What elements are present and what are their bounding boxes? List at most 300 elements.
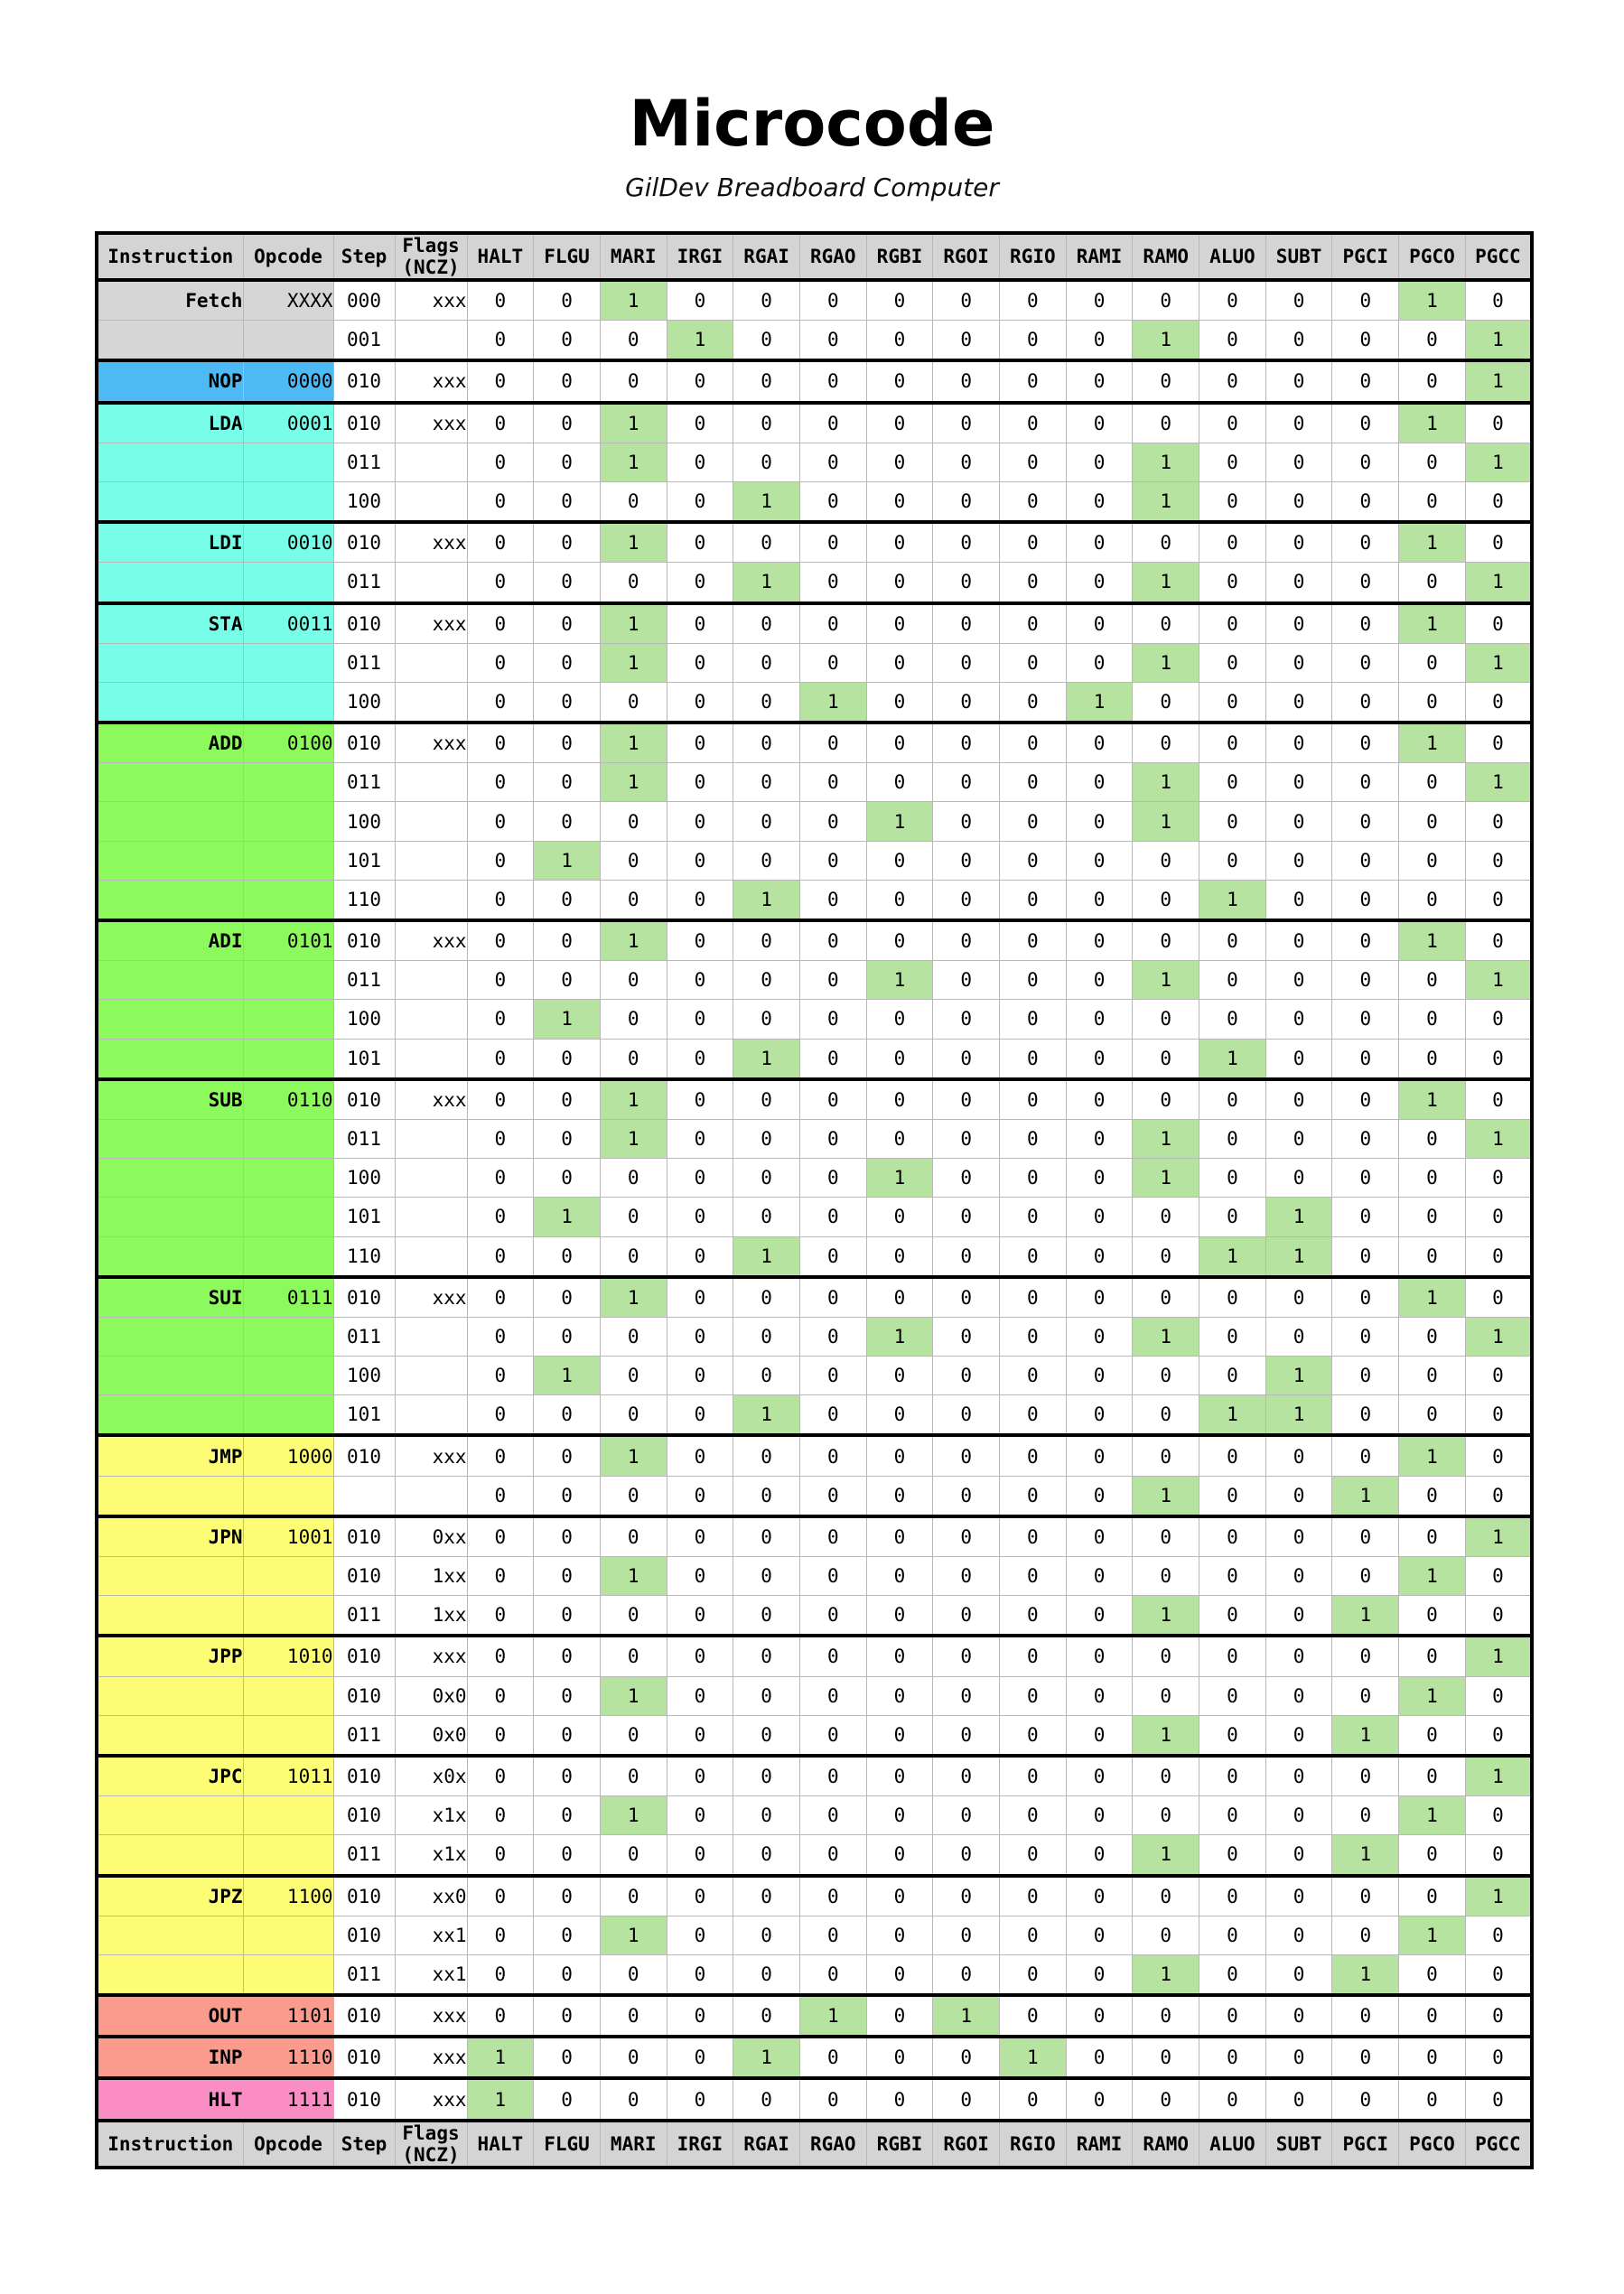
signal-rgbi-cell: 0 [866,1516,933,1557]
signal-rgai-cell: 0 [733,682,800,723]
signal-subt-cell: 0 [1265,563,1332,603]
signal-rgoi-cell: 0 [933,1876,1000,1916]
signal-pgco-cell: 1 [1399,920,1466,961]
flags-cell: xxx [395,1995,467,2037]
signal-subt-cell: 1 [1265,1198,1332,1236]
signal-rgbi-cell: 0 [866,1796,933,1835]
signal-pgci-cell: 0 [1332,2037,1399,2078]
signal-pgcc-cell: 0 [1465,1476,1532,1516]
table-row [97,1395,1532,1436]
opcode-cell: 1000 [243,1435,333,1476]
signal-rgio-cell: 0 [1000,682,1067,723]
instruction-cell [97,1796,243,1835]
signal-rgao-cell: 0 [799,1835,866,1876]
signal-subt-cell: 0 [1265,880,1332,920]
signal-rgao-cell: 0 [799,443,866,481]
signal-ramo-cell: 0 [1133,1236,1199,1277]
table-row [97,1596,1532,1637]
signal-irgi-cell: 0 [667,1039,733,1079]
signal-mari-cell: 0 [600,1317,667,1356]
signal-rgai-cell: 0 [733,280,800,321]
footer-signal-rgao: RGAO [799,2121,866,2168]
signal-halt-cell: 0 [467,1995,534,2037]
instruction-cell [97,1596,243,1637]
signal-rgbi-cell: 0 [866,522,933,563]
footer-signal-rgbi: RGBI [866,2121,933,2168]
signal-mari-cell: 0 [600,1876,667,1916]
header-signal-rami: RAMI [1066,233,1133,280]
signal-pgco-cell: 0 [1399,880,1466,920]
instruction-cell [97,1676,243,1715]
signal-mari-cell: 0 [600,1357,667,1395]
signal-rgao-cell: 0 [799,1954,866,1995]
table-row [97,1000,1532,1039]
opcode-cell [243,1317,333,1356]
signal-pgci-cell: 0 [1332,1277,1399,1318]
signal-mari-cell: 0 [600,880,667,920]
signal-subt-cell: 0 [1265,1317,1332,1356]
signal-mari-cell: 0 [600,1756,667,1796]
signal-rgoi-cell: 0 [933,481,1000,522]
signal-flgu-cell: 0 [534,1159,601,1198]
signal-flgu-cell: 0 [534,2037,601,2078]
signal-rami-cell: 0 [1066,403,1133,443]
signal-rgbi-cell: 0 [866,1277,933,1318]
signal-halt-cell: 0 [467,1756,534,1796]
signal-rgoi-cell: 0 [933,1557,1000,1596]
instruction-cell [97,880,243,920]
signal-aluo-cell: 0 [1199,1357,1266,1395]
flags-cell: x1x [395,1796,467,1835]
signal-pgco-cell: 0 [1399,1317,1466,1356]
signal-halt-cell: 0 [467,1079,534,1120]
signal-irgi-cell: 0 [667,723,733,763]
header-signal-irgi: IRGI [667,233,733,280]
signal-mari-cell: 0 [600,1159,667,1198]
signal-rgoi-cell: 0 [933,1796,1000,1835]
signal-irgi-cell: 0 [667,1159,733,1198]
signal-rgao-cell: 0 [799,1357,866,1395]
flags-cell [395,643,467,682]
signal-pgco-cell: 0 [1399,2037,1466,2078]
signal-pgcc-cell: 0 [1465,841,1532,880]
signal-irgi-cell: 0 [667,280,733,321]
signal-halt-cell: 0 [467,403,534,443]
signal-halt-cell: 0 [467,1954,534,1995]
signal-subt-cell: 0 [1265,1715,1332,1756]
signal-pgco-cell: 1 [1399,522,1466,563]
signal-rgai-cell: 0 [733,1198,800,1236]
opcode-cell [243,1198,333,1236]
opcode-cell [243,802,333,841]
instruction-cell: OUT [97,1995,243,2037]
table-row [97,1198,1532,1236]
signal-mari-cell: 0 [600,1835,667,1876]
signal-mari-cell: 1 [600,1557,667,1596]
opcode-cell [243,1954,333,1995]
signal-mari-cell: 1 [600,403,667,443]
signal-subt-cell: 0 [1265,1796,1332,1835]
signal-rami-cell: 0 [1066,1236,1133,1277]
table-row [97,1676,1532,1715]
opcode-cell: 0111 [243,1277,333,1318]
signal-pgci-cell: 0 [1332,1796,1399,1835]
signal-rgao-cell: 0 [799,1435,866,1476]
signal-pgcc-cell: 0 [1465,723,1532,763]
signal-flgu-cell: 0 [534,1079,601,1120]
signal-rgio-cell: 0 [1000,802,1067,841]
signal-rgoi-cell: 0 [933,360,1000,402]
step-cell: 010 [333,1916,395,1954]
signal-mari-cell: 0 [600,1954,667,1995]
signal-rgoi-cell: 0 [933,1395,1000,1436]
signal-pgci-cell: 1 [1332,1715,1399,1756]
signal-rgio-cell: 0 [1000,1277,1067,1318]
footer-signal-irgi: IRGI [667,2121,733,2168]
table-row [97,1835,1532,1876]
signal-rami-cell: 0 [1066,1395,1133,1436]
flags-cell [395,1159,467,1198]
signal-flgu-cell: 0 [534,1756,601,1796]
instruction-cell [97,1198,243,1236]
signal-pgcc-cell: 0 [1465,603,1532,644]
signal-mari-cell: 1 [600,763,667,802]
table-body [97,280,1532,2121]
step-cell: 010 [333,920,395,961]
signal-rgai-cell: 0 [733,1796,800,1835]
signal-rgio-cell: 0 [1000,1119,1067,1158]
signal-mari-cell: 0 [600,2078,667,2120]
opcode-cell [243,321,333,361]
opcode-cell: 1100 [243,1876,333,1916]
signal-rgao-cell: 0 [799,1000,866,1039]
signal-halt-cell: 0 [467,321,534,361]
instruction-cell: JPP [97,1636,243,1676]
table-row [97,1756,1532,1796]
instruction-cell: SUB [97,1079,243,1120]
table-row [97,1557,1532,1596]
signal-rgai-cell: 0 [733,1835,800,1876]
signal-pgcc-cell: 1 [1465,1756,1532,1796]
step-cell: 010 [333,1876,395,1916]
signal-pgco-cell: 0 [1399,1039,1466,1079]
signal-rgao-cell: 0 [799,360,866,402]
signal-pgco-cell: 1 [1399,603,1466,644]
signal-rgoi-cell: 0 [933,723,1000,763]
signal-flgu-cell: 0 [534,763,601,802]
signal-rgbi-cell: 0 [866,1636,933,1676]
signal-flgu-cell: 0 [534,1317,601,1356]
instruction-cell: LDI [97,522,243,563]
signal-rami-cell: 1 [1066,682,1133,723]
signal-irgi-cell: 0 [667,563,733,603]
signal-rgbi-cell: 0 [866,1236,933,1277]
signal-rami-cell: 0 [1066,1796,1133,1835]
signal-rgio-cell: 0 [1000,360,1067,402]
signal-mari-cell: 0 [600,961,667,1000]
signal-irgi-cell: 0 [667,1516,733,1557]
signal-pgco-cell: 1 [1399,1796,1466,1835]
signal-pgcc-cell: 1 [1465,321,1532,361]
signal-pgci-cell: 0 [1332,1039,1399,1079]
signal-mari-cell: 0 [600,841,667,880]
table-row [97,321,1532,361]
signal-aluo-cell: 0 [1199,643,1266,682]
signal-rgio-cell: 0 [1000,1557,1067,1596]
signal-subt-cell: 0 [1265,1636,1332,1676]
signal-halt-cell: 0 [467,1876,534,1916]
signal-subt-cell: 0 [1265,1557,1332,1596]
signal-subt-cell: 0 [1265,603,1332,644]
signal-rgao-cell: 0 [799,920,866,961]
signal-pgci-cell: 0 [1332,1516,1399,1557]
signal-mari-cell: 1 [600,920,667,961]
signal-halt-cell: 0 [467,1435,534,1476]
flags-cell: xxx [395,1636,467,1676]
opcode-cell [243,1159,333,1198]
signal-halt-cell: 0 [467,443,534,481]
step-cell: 100 [333,1357,395,1395]
signal-rgao-cell: 0 [799,1277,866,1318]
signal-irgi-cell: 0 [667,1796,733,1835]
opcode-cell [243,481,333,522]
flags-cell: x1x [395,1835,467,1876]
signal-halt-cell: 0 [467,1039,534,1079]
step-cell: 010 [333,1756,395,1796]
signal-rgio-cell: 0 [1000,1317,1067,1356]
signal-pgco-cell: 0 [1399,1119,1466,1158]
signal-pgcc-cell: 0 [1465,1916,1532,1954]
signal-aluo-cell: 0 [1199,1995,1266,2037]
signal-mari-cell: 0 [600,321,667,361]
instruction-cell [97,961,243,1000]
signal-rgio-cell: 0 [1000,443,1067,481]
signal-flgu-cell: 0 [534,280,601,321]
signal-aluo-cell: 0 [1199,1159,1266,1198]
signal-aluo-cell: 0 [1199,563,1266,603]
signal-irgi-cell: 0 [667,841,733,880]
instruction-cell [97,1317,243,1356]
instruction-cell: ADD [97,723,243,763]
signal-aluo-cell: 0 [1199,1916,1266,1954]
signal-pgco-cell: 0 [1399,1995,1466,2037]
signal-rgoi-cell: 0 [933,802,1000,841]
signal-mari-cell: 1 [600,1435,667,1476]
signal-flgu-cell: 0 [534,1119,601,1158]
signal-rgoi-cell: 0 [933,321,1000,361]
flags-cell: xxx [395,2037,467,2078]
signal-rgai-cell: 0 [733,1676,800,1715]
signal-pgcc-cell: 0 [1465,2078,1532,2120]
opcode-cell: 0100 [243,723,333,763]
signal-pgcc-cell: 1 [1465,1636,1532,1676]
signal-rgbi-cell: 0 [866,1198,933,1236]
signal-pgci-cell: 0 [1332,920,1399,961]
signal-irgi-cell: 1 [667,321,733,361]
flags-cell [395,481,467,522]
signal-subt-cell: 0 [1265,403,1332,443]
step-cell: 010 [333,1516,395,1557]
signal-rgao-cell: 0 [799,1395,866,1436]
table-row [97,1317,1532,1356]
header-signal-pgco: PGCO [1399,233,1466,280]
signal-mari-cell: 0 [600,1715,667,1756]
signal-rgbi-cell: 0 [866,563,933,603]
signal-mari-cell: 1 [600,280,667,321]
flags-cell: xx0 [395,1876,467,1916]
signal-rgoi-cell: 0 [933,280,1000,321]
signal-pgco-cell: 0 [1399,1636,1466,1676]
step-cell: 101 [333,841,395,880]
signal-rgao-cell: 0 [799,1119,866,1158]
signal-pgco-cell: 0 [1399,841,1466,880]
signal-pgci-cell: 0 [1332,1236,1399,1277]
signal-rgio-cell: 0 [1000,1236,1067,1277]
flags-cell: xxx [395,280,467,321]
instruction-cell [97,1357,243,1395]
signal-halt-cell: 0 [467,841,534,880]
signal-rgbi-cell: 0 [866,841,933,880]
opcode-cell [243,1236,333,1277]
signal-irgi-cell: 0 [667,1995,733,2037]
opcode-cell [243,1715,333,1756]
signal-ramo-cell: 1 [1133,1119,1199,1158]
signal-rgio-cell: 0 [1000,563,1067,603]
signal-rami-cell: 0 [1066,1995,1133,2037]
signal-pgci-cell: 0 [1332,1435,1399,1476]
signal-rgbi-cell: 0 [866,280,933,321]
signal-rgao-cell: 1 [799,1995,866,2037]
signal-pgci-cell: 0 [1332,1198,1399,1236]
signal-rgoi-cell: 0 [933,920,1000,961]
signal-rgbi-cell: 0 [866,1476,933,1516]
signal-pgco-cell: 0 [1399,1835,1466,1876]
signal-subt-cell: 0 [1265,522,1332,563]
signal-rgbi-cell: 0 [866,1876,933,1916]
signal-pgcc-cell: 0 [1465,522,1532,563]
signal-pgcc-cell: 1 [1465,443,1532,481]
signal-rgio-cell: 1 [1000,2037,1067,2078]
flags-cell: xxx [395,1277,467,1318]
signal-rgbi-cell: 0 [866,643,933,682]
flags-cell: xx1 [395,1954,467,1995]
signal-subt-cell: 0 [1265,920,1332,961]
signal-irgi-cell: 0 [667,1676,733,1715]
signal-subt-cell: 0 [1265,1596,1332,1637]
signal-rgao-cell: 0 [799,1796,866,1835]
flags-cell [395,1039,467,1079]
signal-rgoi-cell: 0 [933,1119,1000,1158]
signal-subt-cell: 0 [1265,763,1332,802]
signal-mari-cell: 0 [600,360,667,402]
signal-halt-cell: 0 [467,1516,534,1557]
signal-flgu-cell: 0 [534,1876,601,1916]
signal-rgoi-cell: 0 [933,1954,1000,1995]
signal-halt-cell: 0 [467,1159,534,1198]
header-signal-flgu: FLGU [534,233,601,280]
step-cell: 010 [333,360,395,402]
signal-rgbi-cell: 0 [866,723,933,763]
signal-rgio-cell: 0 [1000,1357,1067,1395]
signal-rami-cell: 0 [1066,603,1133,644]
step-cell: 100 [333,802,395,841]
flags-cell: xxx [395,920,467,961]
table-row [97,563,1532,603]
signal-rgao-cell: 0 [799,522,866,563]
signal-subt-cell: 0 [1265,1159,1332,1198]
signal-flgu-cell: 0 [534,1395,601,1436]
opcode-cell: XXXX [243,280,333,321]
table-row [97,723,1532,763]
step-cell: 010 [333,603,395,644]
signal-flgu-cell: 0 [534,321,601,361]
signal-mari-cell: 1 [600,603,667,644]
signal-pgcc-cell: 0 [1465,1835,1532,1876]
header-signal-rgbi: RGBI [866,233,933,280]
signal-subt-cell: 0 [1265,1876,1332,1916]
signal-rgbi-cell: 0 [866,1357,933,1395]
table-row [97,403,1532,443]
signal-rgao-cell: 0 [799,1916,866,1954]
signal-rgio-cell: 0 [1000,763,1067,802]
opcode-cell [243,763,333,802]
signal-aluo-cell: 0 [1199,1596,1266,1637]
signal-rgio-cell: 0 [1000,1198,1067,1236]
signal-irgi-cell: 0 [667,1835,733,1876]
table-row [97,603,1532,644]
signal-pgcc-cell: 1 [1465,1876,1532,1916]
signal-irgi-cell: 0 [667,1636,733,1676]
signal-rgoi-cell: 0 [933,1159,1000,1198]
signal-rgoi-cell: 0 [933,1476,1000,1516]
signal-irgi-cell: 0 [667,481,733,522]
step-cell: 110 [333,1236,395,1277]
instruction-cell: LDA [97,403,243,443]
signal-flgu-cell: 0 [534,522,601,563]
table-row [97,841,1532,880]
opcode-cell [243,682,333,723]
signal-rgio-cell: 0 [1000,1516,1067,1557]
signal-pgci-cell: 0 [1332,522,1399,563]
signal-pgci-cell: 0 [1332,763,1399,802]
signal-ramo-cell: 1 [1133,563,1199,603]
instruction-cell [97,1039,243,1079]
signal-rgbi-cell: 0 [866,1995,933,2037]
signal-rgoi-cell: 0 [933,643,1000,682]
signal-subt-cell: 1 [1265,1357,1332,1395]
signal-rgoi-cell: 0 [933,563,1000,603]
signal-aluo-cell: 0 [1199,1435,1266,1476]
signal-rgoi-cell: 0 [933,841,1000,880]
signal-rgio-cell: 0 [1000,841,1067,880]
signal-flgu-cell: 0 [534,1435,601,1476]
signal-irgi-cell: 0 [667,1277,733,1318]
signal-rgao-cell: 0 [799,643,866,682]
instruction-cell: SUI [97,1277,243,1318]
instruction-cell [97,802,243,841]
signal-pgco-cell: 1 [1399,1557,1466,1596]
signal-rgoi-cell: 0 [933,1317,1000,1356]
flags-cell: 0x0 [395,1715,467,1756]
signal-rami-cell: 0 [1066,841,1133,880]
signal-pgci-cell: 0 [1332,802,1399,841]
signal-flgu-cell: 0 [534,682,601,723]
signal-rami-cell: 0 [1066,763,1133,802]
step-cell: 010 [333,1435,395,1476]
signal-pgcc-cell: 0 [1465,2037,1532,2078]
signal-rami-cell: 0 [1066,1835,1133,1876]
signal-aluo-cell: 0 [1199,1954,1266,1995]
